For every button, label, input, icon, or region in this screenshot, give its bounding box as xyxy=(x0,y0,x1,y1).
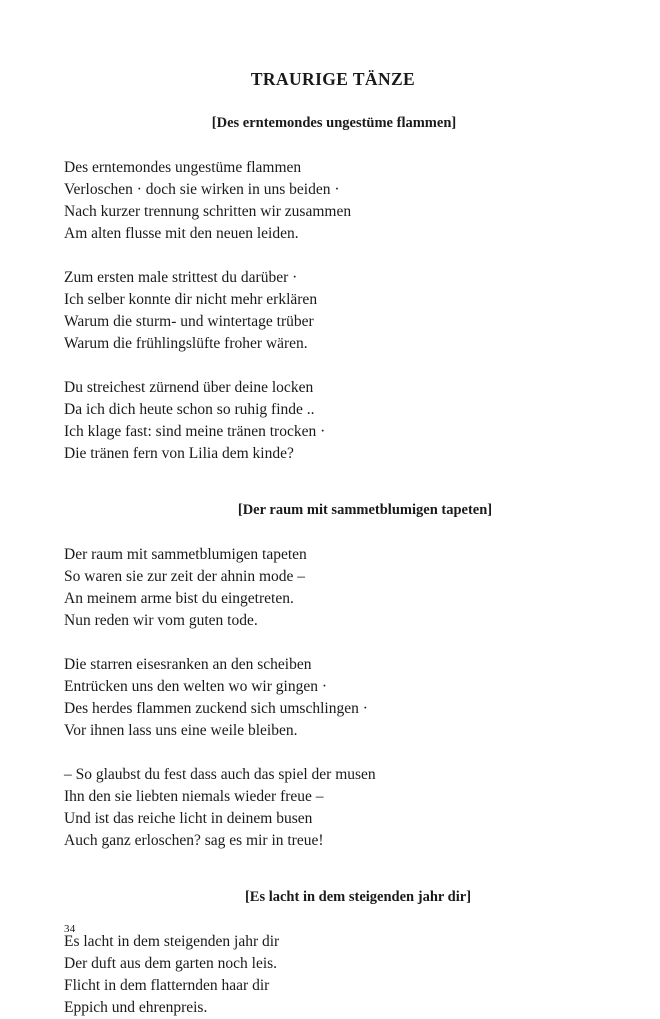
poem-title: [Es lacht in dem steigenden jahr dir] xyxy=(244,889,472,905)
poem-line: Des herdes flammen zuckend sich umschlingen · xyxy=(64,700,368,717)
poem-section xyxy=(64,886,596,1019)
page-title: TRAURIGE TÄNZE xyxy=(250,69,416,89)
poem-line: An meinem arme bist du eingetreten. xyxy=(64,590,294,607)
poem-line: Des erntemondes ungestüme flammen xyxy=(64,159,302,176)
page-content xyxy=(64,68,596,1019)
poem-line: Der raum mit sammetblumigen tapeten xyxy=(64,546,307,563)
stanza xyxy=(64,377,596,465)
poem-line: Und ist das reiche licht in deinem busen xyxy=(64,810,313,827)
poem-line: Ich klage fast: sind meine tränen trocken · xyxy=(64,423,326,440)
poem-line: Da ich dich heute schon so ruhig finde .. xyxy=(64,401,315,418)
poem-line: So waren sie zur zeit der ahnin mode – xyxy=(64,568,306,585)
stanza xyxy=(64,267,596,355)
poem-line: Vor ihnen lass uns eine weile bleiben. xyxy=(64,722,298,739)
poem-line: Es lacht in dem steigenden jahr dir xyxy=(64,933,280,950)
poem-line: Nach kurzer trennung schritten wir zusammen xyxy=(64,203,352,220)
poem-line: Flicht in dem flatternden haar dir xyxy=(64,977,270,994)
poem-line: Nun reden wir vom guten tode. xyxy=(64,612,258,629)
poem-line: Du streichest zürnend über deine locken xyxy=(64,379,314,396)
poem-line: Eppich und ehrenpreis. xyxy=(64,999,208,1016)
poem-line: Der duft aus dem garten noch leis. xyxy=(64,955,278,972)
poem-section xyxy=(64,112,596,465)
stanza xyxy=(64,157,596,245)
poem-line: Zum ersten male strittest du darüber · xyxy=(64,269,298,286)
stanza xyxy=(64,544,596,632)
poem-line: Verloschen · doch sie wirken in uns beiden · xyxy=(64,181,340,198)
poem-line: Am alten flusse mit den neuen leiden. xyxy=(64,225,299,242)
poem-title: [Des erntemondes ungestüme flammen] xyxy=(211,115,457,131)
poem-line: Ihn den sie liebten niemals wieder freue – xyxy=(64,788,324,805)
poem-line: – So glaubst du fest dass auch das spiel der musen xyxy=(64,766,376,783)
poem-line: Warum die sturm- und wintertage trüber xyxy=(64,313,314,330)
poem-line: Entrücken uns den welten wo wir gingen · xyxy=(64,678,328,695)
poem-line: Auch ganz erloschen? sag es mir in treue! xyxy=(64,832,324,849)
page-number: 34 xyxy=(64,923,76,935)
poem-title: [Der raum mit sammetblumigen tapeten] xyxy=(237,502,493,518)
poem-line: Die tränen fern von Lilia dem kinde? xyxy=(64,445,294,462)
poem-line: Warum die frühlingslüfte froher wären. xyxy=(64,335,308,352)
stanza xyxy=(64,654,596,742)
poem-line: Ich selber konnte dir nicht mehr erklären xyxy=(64,291,318,308)
poem-section xyxy=(64,499,596,852)
stanza xyxy=(64,764,596,852)
stanza xyxy=(64,931,596,1019)
poem-line: Die starren eisesranken an den scheiben xyxy=(64,656,312,673)
